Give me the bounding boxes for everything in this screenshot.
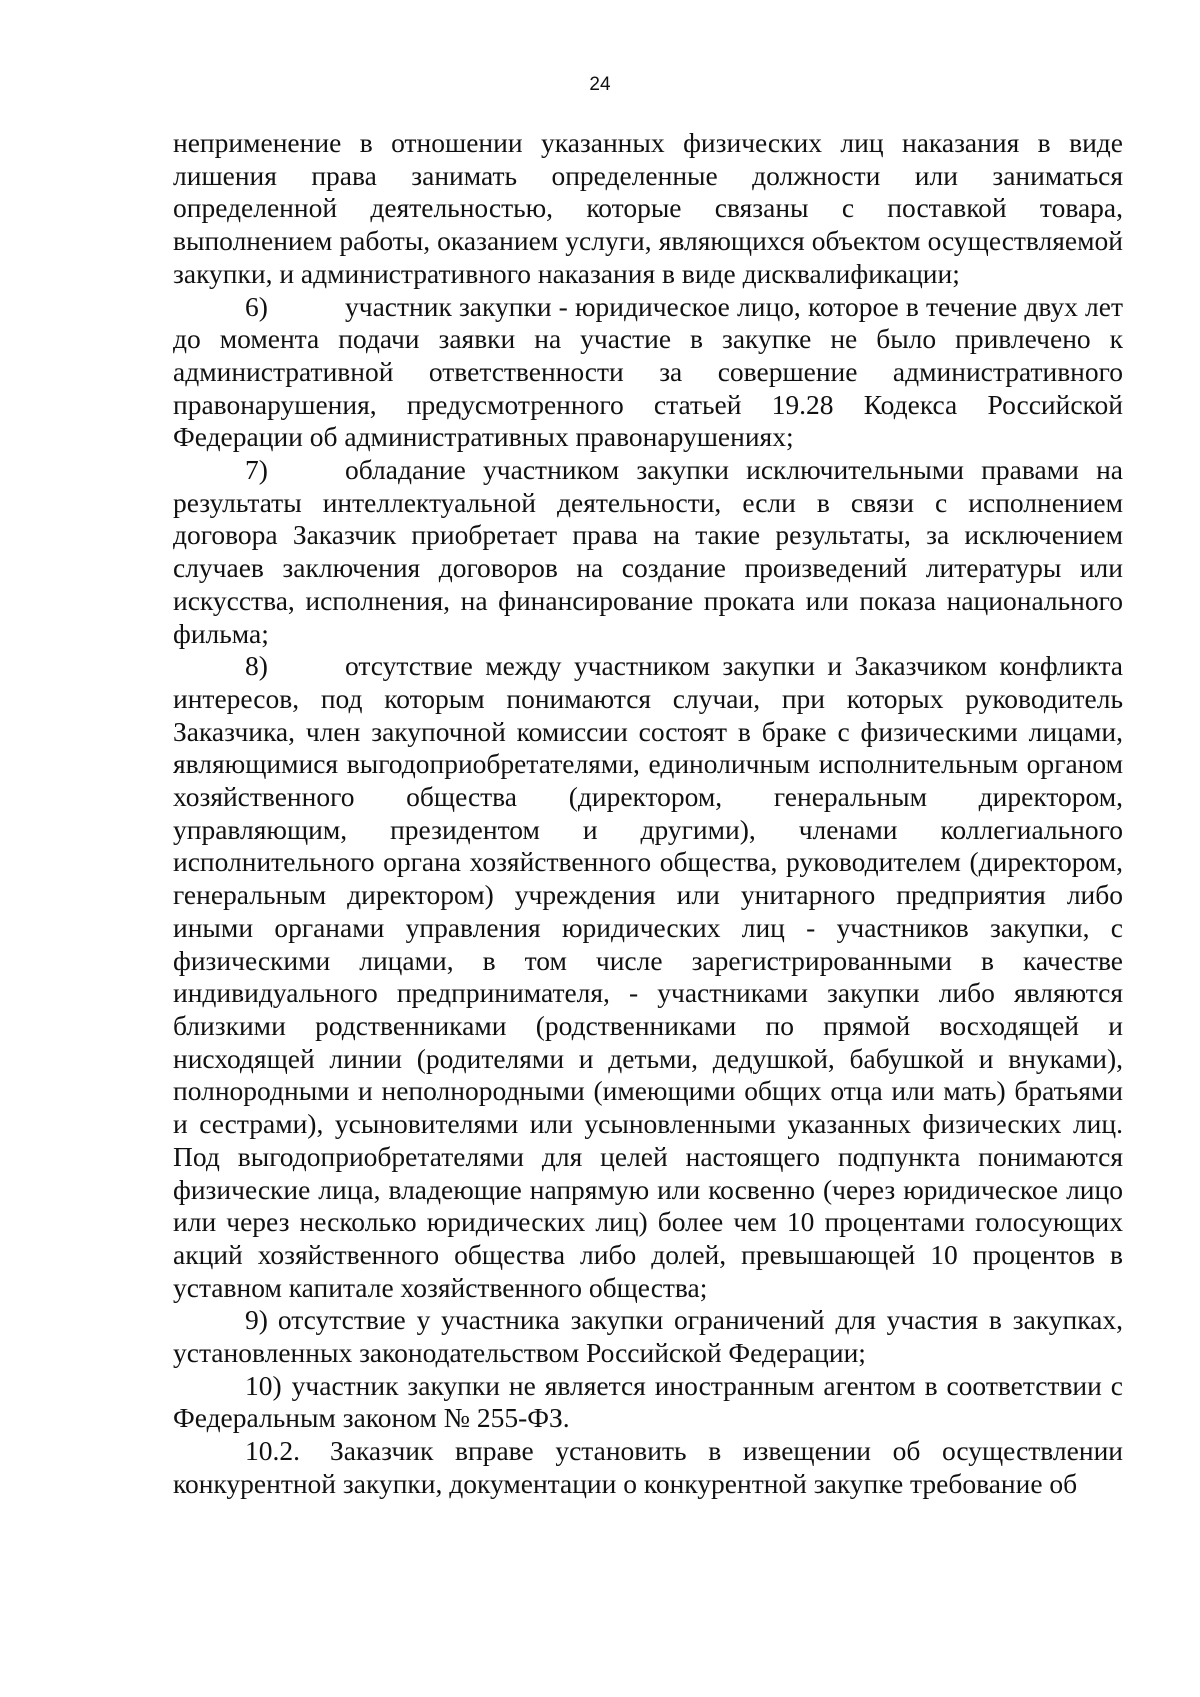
list-item-text: обладание участником закупки исключительными правами на результаты интеллектуальной деятельности, если в связи с исполнением договора Заказчик приобретает права на такие результаты, за исключением случаев заключения договоров на создание произведений литературы или искусства, исполнения, на финансирование проката или показа национального фильма; — [173, 454, 1123, 649]
list-item-7 — [173, 454, 1123, 650]
list-item-text: участник закупки не является иностранным агентом в соответствии с Федеральным законом № 255-ФЗ. — [173, 1369, 1123, 1434]
list-item-9 — [173, 1304, 1123, 1369]
list-item-text: отсутствие между участником закупки и Заказчиком конфликта интересов, под которым понимаются случаи, при которых руководитель Заказчика, член закупочной комиссии состоят в браке с физическими лицами, являющимися выгодоприобретателями, единоличным исполнительным органом хозяйственного общества (директором, генеральным директором, управляющим, президентом и другими), членами коллегиального исполнительного органа хозяйственного общества, руководителем (директором, генеральным директором) учреждения или унитарного предприятия либо иными органами управления юридических лиц - участников закупки, с физическими лицами, в том числе зарегистрированными в качестве индивидуального предпринимателя, - участниками закупки либо являются близкими родственниками (родственниками по прямой восходящей и нисходящей линии (родителями и детьми, дедушкой, бабушкой и внуками), полнородными и неполнородными (имеющими общих отца или мать) братьями и сестрами), усыновителями или усыновленными указанных физических лиц. Под выгодоприобретателями для целей настоящего подпункта понимаются физические лица, владеющие напрямую или косвенно (через юридическое лицо или через несколько юридических лиц) более чем 10 процентами голосующих акций хозяйственного общества либо долей, превышающей 10 процентов в уставном капитале хозяйственного общества; — [173, 650, 1123, 1303]
section-text: Заказчик вправе установить в извещении об осуществлении конкурентной закупки, документации о конкурентной закупке требование об — [173, 1435, 1123, 1499]
list-item-text: участник закупки - юридическое лицо, которое в течение двух лет до момента подачи заявки на участие в закупке не было привлечено к административной ответственности за совершение административного правонарушения, предусмотренного статьей 19.28 Кодекса Российской Федерации об административных правонарушениях; — [173, 290, 1123, 453]
list-item-number: 9) — [245, 1304, 268, 1336]
list-item-6 — [173, 291, 1123, 455]
list-item-8 — [173, 650, 1123, 1304]
page-number: 24 — [589, 74, 611, 95]
list-item-text: отсутствие у участника закупки ограничений для участия в закупках, установленных законодательством Российской Федерации; — [173, 1304, 1123, 1369]
list-item-number: 7) — [245, 454, 268, 486]
list-item-10 — [173, 1370, 1123, 1435]
section-10-2 — [173, 1435, 1123, 1500]
paragraph-continuation — [173, 127, 1123, 291]
list-item-number: 10) — [245, 1369, 282, 1401]
document-body — [173, 127, 1123, 1501]
paragraph-text: неприменение в отношении указанных физических лиц наказания в виде лишения права занимать определенные должности или заниматься определенной деятельностью, которые связаны с поставкой товара, выполнением работы, оказанием услуги, являющихся объектом осуществляемой закупки, и административного наказания в виде дисквалификации; — [173, 127, 1123, 289]
list-item-number: 8) — [245, 650, 268, 682]
section-number: 10.2. — [245, 1435, 300, 1467]
list-item-number: 6) — [245, 290, 268, 322]
